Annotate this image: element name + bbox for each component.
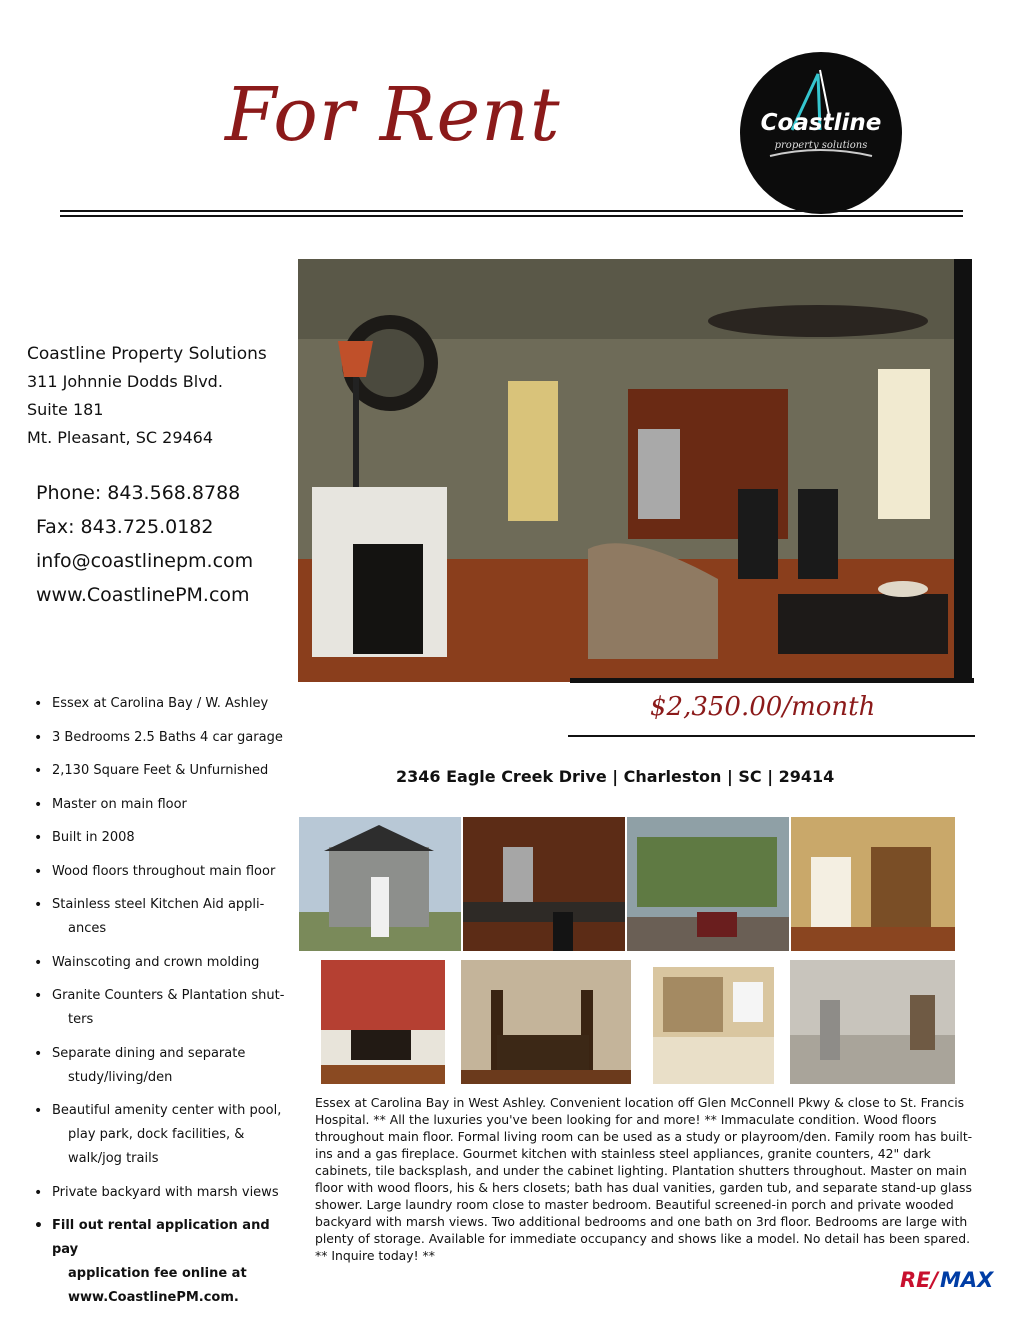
list-item: • Built in 2008 — [30, 826, 295, 850]
list-item: • 3 Bedrooms 2.5 Baths 4 car garage — [30, 726, 295, 750]
rent-price: $2,350.00/month — [650, 692, 876, 722]
svg-text:MAX: MAX — [940, 1268, 994, 1292]
property-address: 2346 Eagle Creek Drive | Charleston | SC | 29414 — [396, 767, 835, 786]
logo-tagline: property solutions — [774, 140, 868, 151]
remax-logo-icon — [900, 1265, 995, 1293]
property-description: Essex at Carolina Bay in West Ashley. Convenient location off Glen McConnell Pkwy & close to St. Francis Hospital. ** All the luxuries you've been looking for and more! ** Immaculate condition. Wood floors throughout main floor. Formal living room can be used as a study or playroom/den. Family room has built-ins and a gas fireplace. Gourmet kitchen with stainless steel appliances, granite counters, 42" dark cabinets, tile backsplash, and under the cabinet lighting. Plantation shutters throughout. Master on main floor with wood floors, his & hers closets; bath has dual vanities, garden tub, and separate stand-up glass shower. Large laundry room close to master bedroom. Beautiful screened-in porch and private wooded backyard with marsh views. Two additional bedrooms and one bath on 3rd floor. Bedrooms are large with plenty of storage. Available for immediate occupancy and shows like a model. No detail has been spared. ** Inquire today! ** — [315, 1095, 973, 1263]
list-item: • Private backyard with marsh views — [30, 1181, 295, 1205]
price-underline — [568, 735, 975, 737]
email-address[interactable]: info@coastlinepm.com — [36, 550, 254, 572]
list-item: • Master on main floor — [30, 793, 295, 817]
bathroom-photo — [653, 967, 774, 1084]
exterior-photo — [299, 817, 461, 951]
photo-frame-bottom — [570, 678, 974, 683]
list-item-application[interactable]: • Fill out rental application and pay application fee online at www.CoastlinePM.com. — [30, 1214, 295, 1310]
remax-logo — [900, 1265, 995, 1298]
company-block — [27, 340, 267, 452]
contact-block — [36, 476, 253, 612]
list-item: • Wood floors throughout main floor — [30, 860, 295, 884]
coastline-logo — [740, 52, 902, 214]
list-item: • Beautiful amenity center with pool, play park, dock facilities, & walk/jog trails — [30, 1099, 295, 1171]
garage-photo — [790, 960, 955, 1084]
fax-number: Fax: 843.725.0182 — [36, 516, 214, 538]
living-room-photo — [298, 259, 955, 682]
company-address-line1: 311 Johnnie Dodds Blvd. — [27, 372, 223, 391]
page-title: For Rent — [225, 72, 561, 158]
logo-brand: Coastline — [760, 110, 882, 136]
kitchen-photo — [463, 817, 625, 951]
website-link[interactable]: www.CoastlinePM.com — [36, 584, 250, 606]
hallway-photo — [791, 817, 955, 951]
list-item: • Wainscoting and crown molding — [30, 951, 295, 975]
dining-room-photo — [321, 960, 445, 1084]
company-address-line2: Suite 181 — [27, 400, 104, 419]
porch-photo — [627, 817, 789, 951]
list-item: • Granite Counters & Plantation shut- ters — [30, 984, 295, 1032]
header-divider-secondary — [60, 215, 963, 217]
list-item: • Stainless steel Kitchen Aid appli- ances — [30, 893, 295, 941]
svg-text:RE/: RE/ — [900, 1268, 939, 1292]
list-item: • Essex at Carolina Bay / W. Ashley — [30, 692, 295, 716]
header-divider — [60, 210, 963, 212]
list-item: • Separate dining and separate study/living/den — [30, 1042, 295, 1090]
bedroom-photo — [461, 960, 631, 1084]
company-name: Coastline Property Solutions — [27, 344, 267, 364]
features-list — [30, 692, 295, 1320]
photo-frame-edge — [954, 259, 972, 683]
list-item: • 2,130 Square Feet & Unfurnished — [30, 759, 295, 783]
phone-number: Phone: 843.568.8788 — [36, 482, 241, 504]
company-address-line3: Mt. Pleasant, SC 29464 — [27, 428, 214, 447]
